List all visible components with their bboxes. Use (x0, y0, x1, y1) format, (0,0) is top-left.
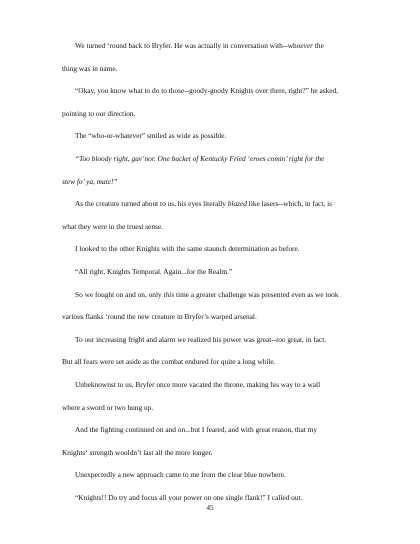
text-line: Knights‘ strength wouldn’t last all the more longer. (62, 447, 213, 457)
text-line: “Too bloody right, guv’nor. One bucket of Kentucky Fried ‘eroes comin’ right for the (75, 153, 325, 163)
text-line: “Knights!! Do try and focus all your power on one single flank!” I called out. (75, 492, 303, 502)
text-line: As the creature turned about to us, his eyes literally blazed like lasers--which, in fact, is (75, 199, 332, 209)
text-line: what they were in the truest sense. (62, 221, 163, 231)
text-line: “All right, Knights Temporal. Again...for the Realm.” (75, 266, 233, 276)
text-line: And the fighting continued on and on...but I feared, and with great reason, that my (75, 425, 318, 435)
text-line: Unbeknownst to us, Bryfer once more vacated the throne, making his way to a wall (75, 379, 321, 389)
text-line: The “who-or-whatever” smiled as wide as possible. (75, 131, 227, 141)
text-line: I looked to the other Knights with the same staunch determination as before. (75, 244, 300, 254)
text-line: pointing to our direction. (62, 108, 136, 118)
text-line: “Okay, you know what to do to those--goody-goody Knights over there, right?” he asked, (75, 86, 339, 96)
text-line: stew fo’ ya, mate!” (62, 176, 118, 186)
text-line: So we fought on and on, only this time a greater challenge was presented even as we took (75, 289, 339, 299)
text-line: where a sword or two hung up. (62, 402, 154, 412)
page-number: 45 (206, 504, 214, 512)
body-text (62, 41, 362, 502)
text-line: We turned ‘round back to Bryfer. He was actually in conversation with--whoever the (75, 41, 324, 50)
text-line: To our increasing fright and alarm we realized his power was great--too great, in fact. (75, 334, 327, 344)
text-line: thing was in name. (62, 63, 118, 73)
text-line: Unexpectedly a new approach came to me from the clear blue nowhere. (75, 470, 286, 480)
text-line: various flanks ‘round the new creature in Bryfer’s warped arsenal. (62, 312, 257, 322)
text-line: But all fears were set aside as the combat endured for quite a long while. (62, 357, 276, 367)
